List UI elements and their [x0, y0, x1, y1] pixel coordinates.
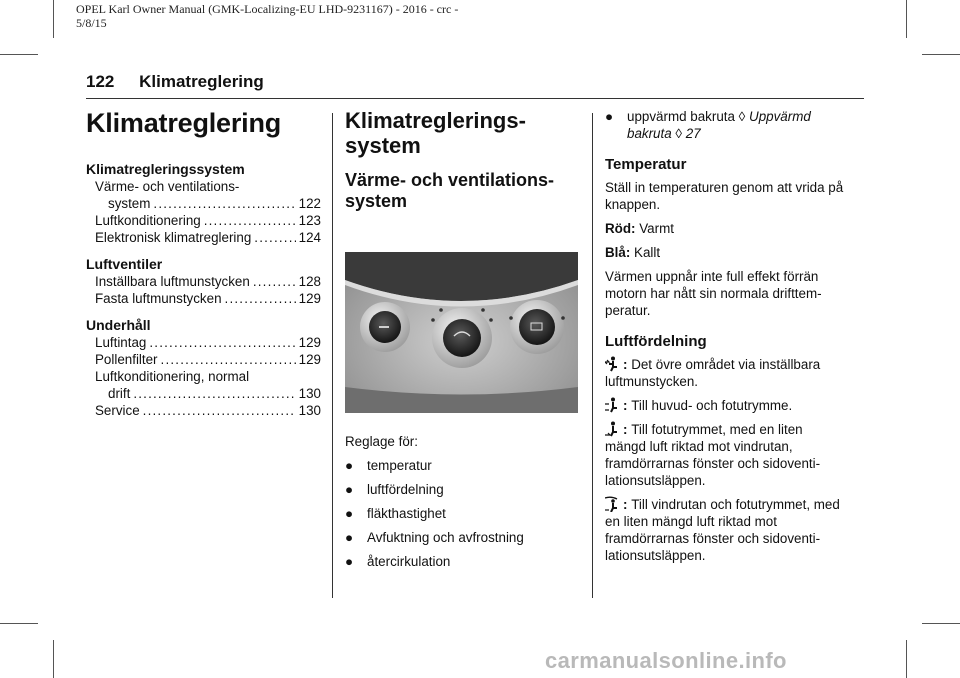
subsection-heading: Temperatur	[605, 156, 687, 173]
toc-entry[interactable]	[86, 351, 321, 368]
toc-entry-text: Service	[95, 403, 140, 418]
subsection-heading: Luftfördelning	[605, 333, 707, 350]
body-text: Reglage för:	[345, 434, 418, 449]
body-text	[605, 220, 845, 237]
section-heading	[345, 108, 580, 158]
vent-upper-icon	[605, 356, 619, 372]
vent-body-feet-icon	[605, 397, 619, 413]
toc-entry-page: 129	[298, 291, 321, 306]
toc-entry-page: 129	[298, 352, 321, 367]
list-item: ● luftfördelning	[345, 482, 444, 497]
label-red: Röd:	[605, 221, 636, 236]
toc-entry[interactable]	[86, 212, 321, 229]
air-distribution-item: : Till vindrutan och fotutrymmet, med en liten mängd luft riktad mot framdörrarnas fönster och sidoventilationsutsläppen.	[605, 497, 840, 563]
toc-entry-text: Luftkonditionering	[95, 213, 201, 228]
crop-mark	[0, 623, 38, 624]
reference-arrow-icon: ◊	[675, 126, 683, 141]
toc-section-heading: Klimatregleringssystem	[86, 161, 245, 177]
toc-section-heading: Underhåll	[86, 317, 151, 333]
air-distribution-text: Till huvud- och fotutrymme.	[631, 398, 793, 413]
toc-entry-page: 129	[298, 335, 321, 350]
toc-entry[interactable]	[86, 195, 321, 212]
toc-entry-text: Pollenfilter	[95, 352, 158, 367]
air-distribution-item: : Till fotutrymmet, med en liten mängd luft riktad mot vindrutan, framdörrarnas fönster och sidoventilationsutsläppen.	[605, 422, 821, 488]
column-2	[345, 108, 580, 577]
subsection-heading-line: Värme- och ventilations-	[345, 170, 555, 190]
toc-entry[interactable]	[86, 290, 321, 307]
toc-entry[interactable]	[86, 229, 321, 246]
subsection-heading-line: system	[345, 191, 408, 211]
toc-entry[interactable]	[86, 273, 321, 290]
chapter-title: Klimatreglering	[86, 108, 282, 138]
reference-arrow-icon: ◊	[738, 109, 746, 124]
crop-mark	[906, 0, 907, 38]
toc-entry-text: Elektronisk klimatreglering	[95, 230, 252, 245]
toc-entry-line: Värme- och ventilations-	[95, 179, 240, 194]
air-distribution-item: : Det övre området via inställbara luftmunstycken.	[605, 357, 821, 389]
toc-entry[interactable]	[86, 402, 321, 419]
crop-mark	[0, 54, 38, 55]
label-red-text: Varmt	[639, 221, 674, 236]
list-item: ● temperatur	[345, 458, 432, 473]
list-item-text: temperatur	[367, 458, 432, 473]
air-distribution-text: Till fotutrymmet, med en liten mängd luft riktad mot vindrutan, framdörrarnas fönster och sidoventilationsutsläppen.	[605, 422, 821, 488]
crop-mark	[922, 623, 960, 624]
header-rule	[86, 98, 864, 99]
air-distribution-text: Det övre området via inställbara luftmunstycken.	[605, 357, 821, 389]
section-heading-line: Klimatreglerings-	[345, 108, 526, 133]
air-distribution-item: : Till huvud- och fotutrymme.	[605, 397, 845, 414]
list-item-text: luftfördelning	[367, 482, 444, 497]
column-3	[605, 108, 845, 571]
list-item-text: återcirkulation	[367, 554, 451, 569]
cross-reference-link[interactable]: Uppvärmd bakruta	[627, 109, 811, 141]
list-item: ● Avfuktning och avfrostning	[345, 530, 524, 545]
toc-entry-text: Fasta luftmunstycken	[95, 291, 222, 306]
list-item: ● uppvärmd bakruta ◊ Uppvärmd bakruta ◊ 27	[605, 109, 811, 141]
crop-mark	[53, 640, 54, 678]
toc-entry-line: Luftkonditionering, normal	[95, 369, 250, 384]
toc-entry-page: 130	[298, 403, 321, 418]
watermark: carmanualsonline.info	[545, 648, 787, 673]
running-head-line: 5/8/15	[76, 16, 107, 30]
toc-entry[interactable]	[86, 334, 321, 351]
vent-feet-icon	[605, 421, 619, 437]
column-divider	[592, 113, 593, 598]
crop-mark	[906, 640, 907, 678]
toc-entry-text: system	[108, 196, 151, 211]
label-blue: Blå:	[605, 245, 631, 260]
air-distribution-text: Till vindrutan och fotutrymmet, med en liten mängd luft riktad mot framdörrarnas fönster och sidoventilationsutsläppen.	[605, 497, 840, 563]
chapter-toc	[86, 108, 321, 419]
toc-entry-page: 130	[298, 386, 321, 401]
crop-mark	[53, 0, 54, 38]
page-header	[86, 72, 864, 92]
toc-entry-text: Inställbara luftmunstycken	[95, 274, 250, 289]
label-blue-text: Kallt	[634, 245, 661, 260]
toc-entry-text: Luftintag	[95, 335, 147, 350]
toc-entry-page: 128	[298, 274, 321, 289]
vent-windscreen-feet-icon	[605, 496, 619, 512]
list-item: ● fläkthastighet	[345, 506, 446, 521]
body-text: Ställ in temperaturen genom att vrida på knappen.	[605, 180, 844, 212]
running-head	[76, 2, 458, 30]
toc-entry-page: 122	[298, 196, 321, 211]
section-title: Klimatreglering	[139, 72, 264, 91]
crop-mark	[922, 54, 960, 55]
section-heading-line: system	[345, 133, 421, 158]
toc-section-heading: Luftventiler	[86, 256, 163, 272]
body-text: Värmen uppnår inte full effekt förrän motorn har nått sin normala drifttemperatur.	[605, 269, 822, 318]
toc-entry[interactable]	[86, 385, 321, 402]
column-divider	[332, 113, 333, 598]
list-item: ● återcirkulation	[345, 554, 451, 569]
cross-reference-page[interactable]: 27	[685, 126, 701, 141]
list-item-text: fläkthastighet	[367, 506, 446, 521]
toc-entry-page: 124	[298, 230, 321, 245]
subsection-heading	[345, 170, 580, 212]
page-number: 122	[86, 72, 115, 91]
list-item-text: uppvärmd bakruta	[627, 109, 735, 124]
toc-entry-page: 123	[298, 213, 321, 228]
toc-entry-text: drift	[108, 386, 131, 401]
running-head-line: OPEL Karl Owner Manual (GMK-Localizing-EU LHD-9231167) - 2016 - crc -	[76, 2, 459, 16]
climate-control-photo	[345, 252, 578, 413]
body-text	[605, 244, 845, 261]
list-item-text: Avfuktning och avfrostning	[367, 530, 524, 545]
